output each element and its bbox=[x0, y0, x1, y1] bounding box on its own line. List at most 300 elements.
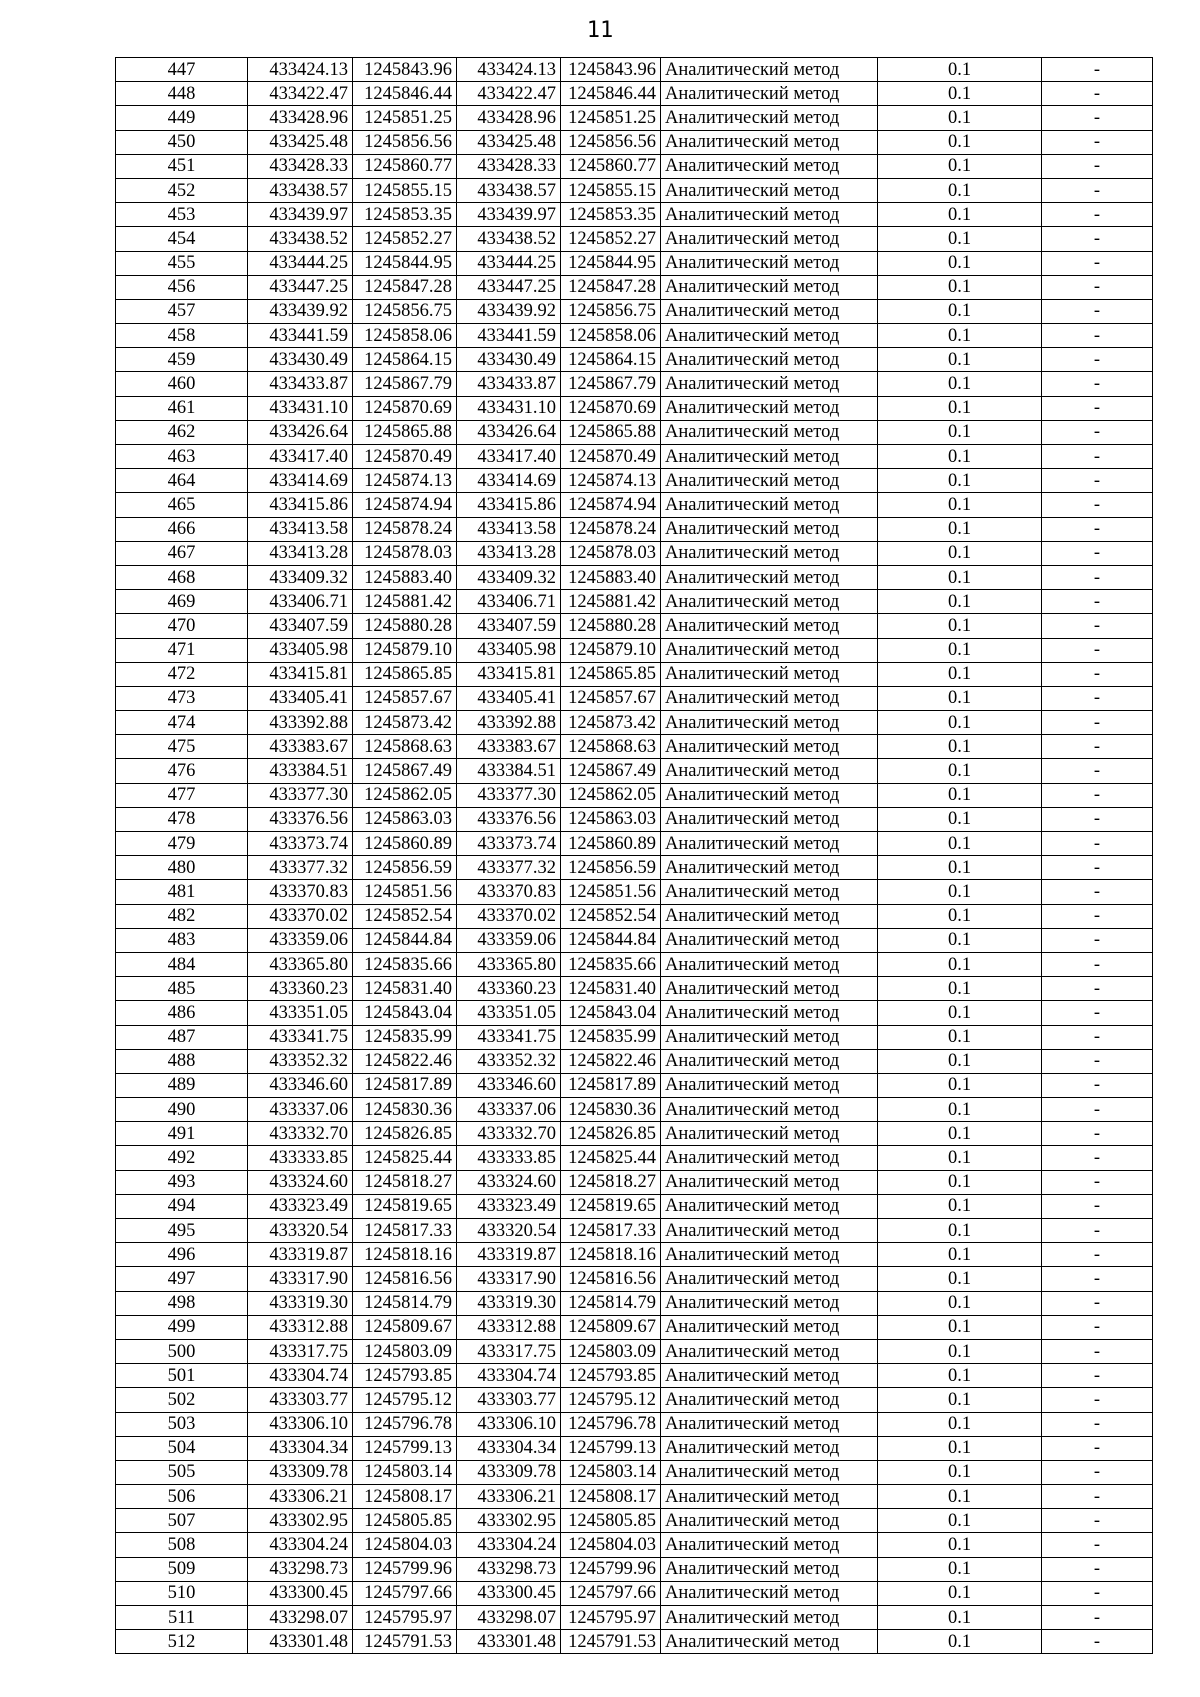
x-coordinate-new-cell: 433320.54 bbox=[457, 1219, 561, 1243]
x-coordinate-new-cell: 433333.85 bbox=[457, 1146, 561, 1170]
y-coordinate-existing-cell: 1245870.49 bbox=[353, 445, 457, 469]
y-coordinate-existing-cell: 1245847.28 bbox=[353, 275, 457, 299]
y-coordinate-new-cell: 1245819.65 bbox=[561, 1194, 661, 1218]
note-cell: - bbox=[1042, 445, 1153, 469]
point-number-cell: 480 bbox=[116, 856, 248, 880]
y-coordinate-existing-cell: 1245870.69 bbox=[353, 396, 457, 420]
determination-method-cell: Аналитический метод bbox=[661, 1364, 878, 1388]
accuracy-value-cell: 0.1 bbox=[878, 1098, 1042, 1122]
x-coordinate-new-cell: 433373.74 bbox=[457, 832, 561, 856]
determination-method-cell: Аналитический метод bbox=[661, 1581, 878, 1605]
y-coordinate-new-cell: 1245846.44 bbox=[561, 82, 661, 106]
x-coordinate-new-cell: 433304.24 bbox=[457, 1533, 561, 1557]
point-number-cell: 472 bbox=[116, 662, 248, 686]
y-coordinate-existing-cell: 1245818.16 bbox=[353, 1243, 457, 1267]
determination-method-cell: Аналитический метод bbox=[661, 1412, 878, 1436]
table-row bbox=[116, 1388, 1153, 1412]
point-number-cell: 452 bbox=[116, 178, 248, 202]
y-coordinate-existing-cell: 1245856.56 bbox=[353, 130, 457, 154]
accuracy-value-cell: 0.1 bbox=[878, 1267, 1042, 1291]
note-cell: - bbox=[1042, 1194, 1153, 1218]
x-coordinate-new-cell: 433422.47 bbox=[457, 82, 561, 106]
y-coordinate-new-cell: 1245867.79 bbox=[561, 372, 661, 396]
x-coordinate-existing-cell: 433341.75 bbox=[248, 1025, 353, 1049]
table-row bbox=[116, 1219, 1153, 1243]
determination-method-cell: Аналитический метод bbox=[661, 1098, 878, 1122]
y-coordinate-existing-cell: 1245817.89 bbox=[353, 1073, 457, 1097]
point-number-cell: 453 bbox=[116, 203, 248, 227]
table-row bbox=[116, 1364, 1153, 1388]
accuracy-value-cell: 0.1 bbox=[878, 275, 1042, 299]
point-number-cell: 496 bbox=[116, 1243, 248, 1267]
accuracy-value-cell: 0.1 bbox=[878, 154, 1042, 178]
determination-method-cell: Аналитический метод bbox=[661, 227, 878, 251]
x-coordinate-new-cell: 433298.07 bbox=[457, 1606, 561, 1630]
y-coordinate-existing-cell: 1245873.42 bbox=[353, 711, 457, 735]
x-coordinate-new-cell: 433302.95 bbox=[457, 1509, 561, 1533]
y-coordinate-existing-cell: 1245856.59 bbox=[353, 856, 457, 880]
x-coordinate-new-cell: 433431.10 bbox=[457, 396, 561, 420]
y-coordinate-new-cell: 1245844.84 bbox=[561, 928, 661, 952]
point-number-cell: 488 bbox=[116, 1049, 248, 1073]
note-cell: - bbox=[1042, 977, 1153, 1001]
table-row bbox=[116, 1146, 1153, 1170]
determination-method-cell: Аналитический метод bbox=[661, 783, 878, 807]
accuracy-value-cell: 0.1 bbox=[878, 832, 1042, 856]
x-coordinate-existing-cell: 433298.07 bbox=[248, 1606, 353, 1630]
point-number-cell: 478 bbox=[116, 807, 248, 831]
y-coordinate-new-cell: 1245818.16 bbox=[561, 1243, 661, 1267]
y-coordinate-new-cell: 1245868.63 bbox=[561, 735, 661, 759]
note-cell: - bbox=[1042, 856, 1153, 880]
accuracy-value-cell: 0.1 bbox=[878, 735, 1042, 759]
determination-method-cell: Аналитический метод bbox=[661, 203, 878, 227]
determination-method-cell: Аналитический метод bbox=[661, 856, 878, 880]
table-row bbox=[116, 1243, 1153, 1267]
determination-method-cell: Аналитический метод bbox=[661, 638, 878, 662]
x-coordinate-new-cell: 433324.60 bbox=[457, 1170, 561, 1194]
accuracy-value-cell: 0.1 bbox=[878, 565, 1042, 589]
determination-method-cell: Аналитический метод bbox=[661, 420, 878, 444]
note-cell: - bbox=[1042, 565, 1153, 589]
note-cell: - bbox=[1042, 1460, 1153, 1484]
y-coordinate-existing-cell: 1245863.03 bbox=[353, 807, 457, 831]
accuracy-value-cell: 0.1 bbox=[878, 541, 1042, 565]
x-coordinate-new-cell: 433332.70 bbox=[457, 1122, 561, 1146]
point-number-cell: 507 bbox=[116, 1509, 248, 1533]
table-row bbox=[116, 396, 1153, 420]
determination-method-cell: Аналитический метод bbox=[661, 880, 878, 904]
determination-method-cell: Аналитический метод bbox=[661, 1122, 878, 1146]
note-cell: - bbox=[1042, 614, 1153, 638]
point-number-cell: 459 bbox=[116, 348, 248, 372]
note-cell: - bbox=[1042, 348, 1153, 372]
point-number-cell: 449 bbox=[116, 106, 248, 130]
point-number-cell: 491 bbox=[116, 1122, 248, 1146]
y-coordinate-existing-cell: 1245830.36 bbox=[353, 1098, 457, 1122]
note-cell: - bbox=[1042, 1412, 1153, 1436]
y-coordinate-new-cell: 1245865.85 bbox=[561, 662, 661, 686]
point-number-cell: 499 bbox=[116, 1315, 248, 1339]
y-coordinate-new-cell: 1245822.46 bbox=[561, 1049, 661, 1073]
point-number-cell: 498 bbox=[116, 1291, 248, 1315]
determination-method-cell: Аналитический метод bbox=[661, 58, 878, 82]
note-cell: - bbox=[1042, 299, 1153, 323]
y-coordinate-existing-cell: 1245843.96 bbox=[353, 58, 457, 82]
accuracy-value-cell: 0.1 bbox=[878, 82, 1042, 106]
note-cell: - bbox=[1042, 1485, 1153, 1509]
y-coordinate-existing-cell: 1245857.67 bbox=[353, 686, 457, 710]
determination-method-cell: Аналитический метод bbox=[661, 251, 878, 275]
accuracy-value-cell: 0.1 bbox=[878, 928, 1042, 952]
determination-method-cell: Аналитический метод bbox=[661, 348, 878, 372]
x-coordinate-new-cell: 433406.71 bbox=[457, 590, 561, 614]
y-coordinate-existing-cell: 1245855.15 bbox=[353, 178, 457, 202]
determination-method-cell: Аналитический метод bbox=[661, 1315, 878, 1339]
x-coordinate-new-cell: 433424.13 bbox=[457, 58, 561, 82]
determination-method-cell: Аналитический метод bbox=[661, 1388, 878, 1412]
y-coordinate-new-cell: 1245864.15 bbox=[561, 348, 661, 372]
x-coordinate-existing-cell: 433304.24 bbox=[248, 1533, 353, 1557]
determination-method-cell: Аналитический метод bbox=[661, 493, 878, 517]
x-coordinate-existing-cell: 433405.41 bbox=[248, 686, 353, 710]
x-coordinate-new-cell: 433426.64 bbox=[457, 420, 561, 444]
note-cell: - bbox=[1042, 735, 1153, 759]
accuracy-value-cell: 0.1 bbox=[878, 1364, 1042, 1388]
y-coordinate-new-cell: 1245865.88 bbox=[561, 420, 661, 444]
table-row bbox=[116, 928, 1153, 952]
x-coordinate-new-cell: 433306.21 bbox=[457, 1485, 561, 1509]
accuracy-value-cell: 0.1 bbox=[878, 348, 1042, 372]
table-row bbox=[116, 299, 1153, 323]
y-coordinate-new-cell: 1245856.75 bbox=[561, 299, 661, 323]
y-coordinate-existing-cell: 1245858.06 bbox=[353, 324, 457, 348]
x-coordinate-new-cell: 433346.60 bbox=[457, 1073, 561, 1097]
y-coordinate-existing-cell: 1245797.66 bbox=[353, 1581, 457, 1605]
note-cell: - bbox=[1042, 58, 1153, 82]
y-coordinate-new-cell: 1245814.79 bbox=[561, 1291, 661, 1315]
x-coordinate-new-cell: 433415.81 bbox=[457, 662, 561, 686]
x-coordinate-existing-cell: 433320.54 bbox=[248, 1219, 353, 1243]
point-number-cell: 497 bbox=[116, 1267, 248, 1291]
table-row bbox=[116, 1098, 1153, 1122]
x-coordinate-new-cell: 433352.32 bbox=[457, 1049, 561, 1073]
x-coordinate-new-cell: 433430.49 bbox=[457, 348, 561, 372]
table-row bbox=[116, 178, 1153, 202]
table-row bbox=[116, 324, 1153, 348]
x-coordinate-existing-cell: 433425.48 bbox=[248, 130, 353, 154]
determination-method-cell: Аналитический метод bbox=[661, 1267, 878, 1291]
table-row bbox=[116, 856, 1153, 880]
accuracy-value-cell: 0.1 bbox=[878, 1436, 1042, 1460]
table-row bbox=[116, 469, 1153, 493]
point-number-cell: 462 bbox=[116, 420, 248, 444]
y-coordinate-new-cell: 1245878.03 bbox=[561, 541, 661, 565]
x-coordinate-new-cell: 433365.80 bbox=[457, 952, 561, 976]
accuracy-value-cell: 0.1 bbox=[878, 1557, 1042, 1581]
y-coordinate-new-cell: 1245863.03 bbox=[561, 807, 661, 831]
point-number-cell: 510 bbox=[116, 1581, 248, 1605]
x-coordinate-new-cell: 433370.83 bbox=[457, 880, 561, 904]
x-coordinate-existing-cell: 433406.71 bbox=[248, 590, 353, 614]
x-coordinate-existing-cell: 433376.56 bbox=[248, 807, 353, 831]
table-row bbox=[116, 1412, 1153, 1436]
note-cell: - bbox=[1042, 686, 1153, 710]
table-row bbox=[116, 227, 1153, 251]
table-row bbox=[116, 759, 1153, 783]
table-row bbox=[116, 1460, 1153, 1484]
point-number-cell: 501 bbox=[116, 1364, 248, 1388]
accuracy-value-cell: 0.1 bbox=[878, 904, 1042, 928]
x-coordinate-existing-cell: 433309.78 bbox=[248, 1460, 353, 1484]
y-coordinate-new-cell: 1245851.56 bbox=[561, 880, 661, 904]
x-coordinate-existing-cell: 433373.74 bbox=[248, 832, 353, 856]
y-coordinate-existing-cell: 1245803.09 bbox=[353, 1339, 457, 1363]
x-coordinate-existing-cell: 433359.06 bbox=[248, 928, 353, 952]
y-coordinate-existing-cell: 1245852.27 bbox=[353, 227, 457, 251]
determination-method-cell: Аналитический метод bbox=[661, 565, 878, 589]
accuracy-value-cell: 0.1 bbox=[878, 1025, 1042, 1049]
determination-method-cell: Аналитический метод bbox=[661, 807, 878, 831]
x-coordinate-existing-cell: 433415.81 bbox=[248, 662, 353, 686]
y-coordinate-new-cell: 1245835.99 bbox=[561, 1025, 661, 1049]
table-row bbox=[116, 735, 1153, 759]
x-coordinate-existing-cell: 433319.30 bbox=[248, 1291, 353, 1315]
note-cell: - bbox=[1042, 1243, 1153, 1267]
point-number-cell: 503 bbox=[116, 1412, 248, 1436]
table-row bbox=[116, 1339, 1153, 1363]
note-cell: - bbox=[1042, 420, 1153, 444]
point-number-cell: 492 bbox=[116, 1146, 248, 1170]
x-coordinate-new-cell: 433306.10 bbox=[457, 1412, 561, 1436]
x-coordinate-existing-cell: 433306.21 bbox=[248, 1485, 353, 1509]
table-row bbox=[116, 686, 1153, 710]
note-cell: - bbox=[1042, 1025, 1153, 1049]
y-coordinate-existing-cell: 1245862.05 bbox=[353, 783, 457, 807]
note-cell: - bbox=[1042, 130, 1153, 154]
coordinates-table bbox=[115, 57, 1153, 1654]
note-cell: - bbox=[1042, 541, 1153, 565]
accuracy-value-cell: 0.1 bbox=[878, 203, 1042, 227]
x-coordinate-new-cell: 433415.86 bbox=[457, 493, 561, 517]
determination-method-cell: Аналитический метод bbox=[661, 1146, 878, 1170]
y-coordinate-new-cell: 1245853.35 bbox=[561, 203, 661, 227]
y-coordinate-existing-cell: 1245860.77 bbox=[353, 154, 457, 178]
y-coordinate-existing-cell: 1245868.63 bbox=[353, 735, 457, 759]
y-coordinate-existing-cell: 1245819.65 bbox=[353, 1194, 457, 1218]
table-row bbox=[116, 154, 1153, 178]
note-cell: - bbox=[1042, 1267, 1153, 1291]
determination-method-cell: Аналитический метод bbox=[661, 324, 878, 348]
accuracy-value-cell: 0.1 bbox=[878, 493, 1042, 517]
x-coordinate-existing-cell: 433426.64 bbox=[248, 420, 353, 444]
x-coordinate-existing-cell: 433430.49 bbox=[248, 348, 353, 372]
accuracy-value-cell: 0.1 bbox=[878, 1194, 1042, 1218]
note-cell: - bbox=[1042, 517, 1153, 541]
determination-method-cell: Аналитический метод bbox=[661, 1606, 878, 1630]
note-cell: - bbox=[1042, 372, 1153, 396]
table-row bbox=[116, 1025, 1153, 1049]
x-coordinate-existing-cell: 433351.05 bbox=[248, 1001, 353, 1025]
y-coordinate-existing-cell: 1245874.13 bbox=[353, 469, 457, 493]
y-coordinate-new-cell: 1245808.17 bbox=[561, 1485, 661, 1509]
point-number-cell: 502 bbox=[116, 1388, 248, 1412]
determination-method-cell: Аналитический метод bbox=[661, 541, 878, 565]
accuracy-value-cell: 0.1 bbox=[878, 178, 1042, 202]
accuracy-value-cell: 0.1 bbox=[878, 686, 1042, 710]
x-coordinate-new-cell: 433409.32 bbox=[457, 565, 561, 589]
accuracy-value-cell: 0.1 bbox=[878, 977, 1042, 1001]
x-coordinate-existing-cell: 433433.87 bbox=[248, 372, 353, 396]
y-coordinate-existing-cell: 1245852.54 bbox=[353, 904, 457, 928]
note-cell: - bbox=[1042, 1073, 1153, 1097]
point-number-cell: 493 bbox=[116, 1170, 248, 1194]
accuracy-value-cell: 0.1 bbox=[878, 1412, 1042, 1436]
accuracy-value-cell: 0.1 bbox=[878, 1243, 1042, 1267]
y-coordinate-new-cell: 1245856.56 bbox=[561, 130, 661, 154]
y-coordinate-new-cell: 1245799.13 bbox=[561, 1436, 661, 1460]
determination-method-cell: Аналитический метод bbox=[661, 154, 878, 178]
x-coordinate-existing-cell: 433370.83 bbox=[248, 880, 353, 904]
table-row bbox=[116, 1533, 1153, 1557]
table-row bbox=[116, 275, 1153, 299]
table-row bbox=[116, 904, 1153, 928]
table-row bbox=[116, 1001, 1153, 1025]
point-number-cell: 486 bbox=[116, 1001, 248, 1025]
point-number-cell: 482 bbox=[116, 904, 248, 928]
table-row bbox=[116, 493, 1153, 517]
y-coordinate-new-cell: 1245860.77 bbox=[561, 154, 661, 178]
y-coordinate-new-cell: 1245874.94 bbox=[561, 493, 661, 517]
note-cell: - bbox=[1042, 590, 1153, 614]
y-coordinate-existing-cell: 1245804.03 bbox=[353, 1533, 457, 1557]
accuracy-value-cell: 0.1 bbox=[878, 711, 1042, 735]
x-coordinate-existing-cell: 433333.85 bbox=[248, 1146, 353, 1170]
y-coordinate-existing-cell: 1245851.25 bbox=[353, 106, 457, 130]
determination-method-cell: Аналитический метод bbox=[661, 1073, 878, 1097]
x-coordinate-new-cell: 433438.52 bbox=[457, 227, 561, 251]
note-cell: - bbox=[1042, 1339, 1153, 1363]
x-coordinate-new-cell: 433413.28 bbox=[457, 541, 561, 565]
y-coordinate-new-cell: 1245791.53 bbox=[561, 1630, 661, 1654]
determination-method-cell: Аналитический метод bbox=[661, 1460, 878, 1484]
x-coordinate-existing-cell: 433304.74 bbox=[248, 1364, 353, 1388]
point-number-cell: 484 bbox=[116, 952, 248, 976]
y-coordinate-existing-cell: 1245818.27 bbox=[353, 1170, 457, 1194]
note-cell: - bbox=[1042, 880, 1153, 904]
accuracy-value-cell: 0.1 bbox=[878, 324, 1042, 348]
x-coordinate-existing-cell: 433438.57 bbox=[248, 178, 353, 202]
accuracy-value-cell: 0.1 bbox=[878, 1291, 1042, 1315]
x-coordinate-existing-cell: 433300.45 bbox=[248, 1581, 353, 1605]
x-coordinate-existing-cell: 433301.48 bbox=[248, 1630, 353, 1654]
y-coordinate-new-cell: 1245880.28 bbox=[561, 614, 661, 638]
accuracy-value-cell: 0.1 bbox=[878, 952, 1042, 976]
table-row bbox=[116, 82, 1153, 106]
y-coordinate-new-cell: 1245830.36 bbox=[561, 1098, 661, 1122]
x-coordinate-new-cell: 433413.58 bbox=[457, 517, 561, 541]
x-coordinate-existing-cell: 433337.06 bbox=[248, 1098, 353, 1122]
table-row bbox=[116, 1291, 1153, 1315]
accuracy-value-cell: 0.1 bbox=[878, 1606, 1042, 1630]
x-coordinate-new-cell: 433319.30 bbox=[457, 1291, 561, 1315]
y-coordinate-new-cell: 1245870.69 bbox=[561, 396, 661, 420]
x-coordinate-new-cell: 433319.87 bbox=[457, 1243, 561, 1267]
y-coordinate-existing-cell: 1245835.66 bbox=[353, 952, 457, 976]
determination-method-cell: Аналитический метод bbox=[661, 372, 878, 396]
note-cell: - bbox=[1042, 154, 1153, 178]
x-coordinate-existing-cell: 433323.49 bbox=[248, 1194, 353, 1218]
point-number-cell: 474 bbox=[116, 711, 248, 735]
table-row bbox=[116, 106, 1153, 130]
accuracy-value-cell: 0.1 bbox=[878, 130, 1042, 154]
point-number-cell: 508 bbox=[116, 1533, 248, 1557]
accuracy-value-cell: 0.1 bbox=[878, 1146, 1042, 1170]
accuracy-value-cell: 0.1 bbox=[878, 1339, 1042, 1363]
x-coordinate-existing-cell: 433392.88 bbox=[248, 711, 353, 735]
x-coordinate-existing-cell: 433413.58 bbox=[248, 517, 353, 541]
note-cell: - bbox=[1042, 1581, 1153, 1605]
note-cell: - bbox=[1042, 1606, 1153, 1630]
note-cell: - bbox=[1042, 1049, 1153, 1073]
x-coordinate-existing-cell: 433438.52 bbox=[248, 227, 353, 251]
table-row bbox=[116, 58, 1153, 82]
table-row bbox=[116, 614, 1153, 638]
accuracy-value-cell: 0.1 bbox=[878, 662, 1042, 686]
point-number-cell: 473 bbox=[116, 686, 248, 710]
determination-method-cell: Аналитический метод bbox=[661, 735, 878, 759]
accuracy-value-cell: 0.1 bbox=[878, 614, 1042, 638]
determination-method-cell: Аналитический метод bbox=[661, 832, 878, 856]
point-number-cell: 475 bbox=[116, 735, 248, 759]
x-coordinate-new-cell: 433298.73 bbox=[457, 1557, 561, 1581]
y-coordinate-existing-cell: 1245883.40 bbox=[353, 565, 457, 589]
y-coordinate-existing-cell: 1245793.85 bbox=[353, 1364, 457, 1388]
accuracy-value-cell: 0.1 bbox=[878, 1388, 1042, 1412]
determination-method-cell: Аналитический метод bbox=[661, 662, 878, 686]
note-cell: - bbox=[1042, 275, 1153, 299]
point-number-cell: 489 bbox=[116, 1073, 248, 1097]
x-coordinate-existing-cell: 433415.86 bbox=[248, 493, 353, 517]
x-coordinate-existing-cell: 433306.10 bbox=[248, 1412, 353, 1436]
determination-method-cell: Аналитический метод bbox=[661, 1243, 878, 1267]
x-coordinate-new-cell: 433312.88 bbox=[457, 1315, 561, 1339]
determination-method-cell: Аналитический метод bbox=[661, 952, 878, 976]
table-row bbox=[116, 517, 1153, 541]
y-coordinate-new-cell: 1245816.56 bbox=[561, 1267, 661, 1291]
accuracy-value-cell: 0.1 bbox=[878, 420, 1042, 444]
note-cell: - bbox=[1042, 662, 1153, 686]
determination-method-cell: Аналитический метод bbox=[661, 904, 878, 928]
accuracy-value-cell: 0.1 bbox=[878, 469, 1042, 493]
x-coordinate-new-cell: 433377.32 bbox=[457, 856, 561, 880]
x-coordinate-existing-cell: 433370.02 bbox=[248, 904, 353, 928]
accuracy-value-cell: 0.1 bbox=[878, 1073, 1042, 1097]
accuracy-value-cell: 0.1 bbox=[878, 1170, 1042, 1194]
y-coordinate-existing-cell: 1245814.79 bbox=[353, 1291, 457, 1315]
y-coordinate-existing-cell: 1245843.04 bbox=[353, 1001, 457, 1025]
determination-method-cell: Аналитический метод bbox=[661, 590, 878, 614]
y-coordinate-existing-cell: 1245795.97 bbox=[353, 1606, 457, 1630]
y-coordinate-existing-cell: 1245880.28 bbox=[353, 614, 457, 638]
point-number-cell: 487 bbox=[116, 1025, 248, 1049]
y-coordinate-new-cell: 1245881.42 bbox=[561, 590, 661, 614]
y-coordinate-new-cell: 1245856.59 bbox=[561, 856, 661, 880]
x-coordinate-existing-cell: 433324.60 bbox=[248, 1170, 353, 1194]
y-coordinate-existing-cell: 1245864.15 bbox=[353, 348, 457, 372]
table-row bbox=[116, 565, 1153, 589]
accuracy-value-cell: 0.1 bbox=[878, 783, 1042, 807]
